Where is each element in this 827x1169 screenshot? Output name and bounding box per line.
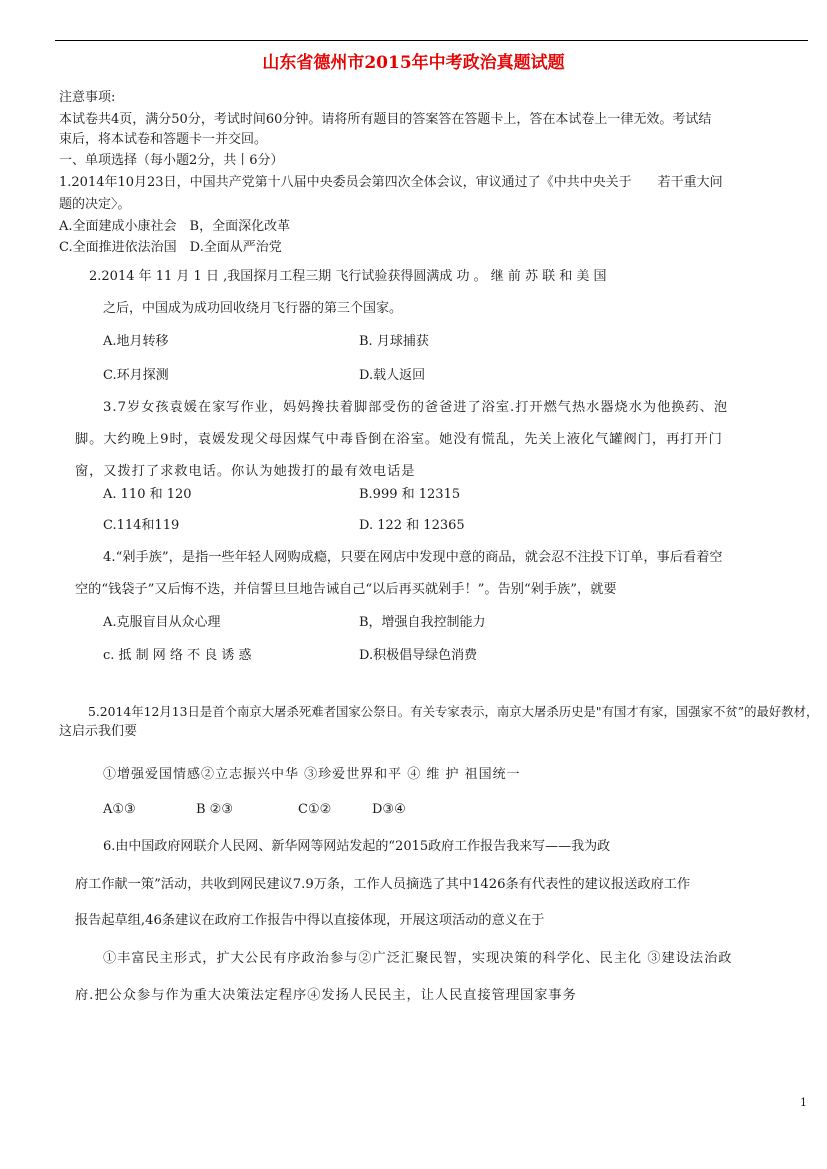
q4-option-b: B，增强自我控制能力 — [359, 615, 486, 630]
document-title: 山东省德州市2015年中考政治真题试题 — [262, 53, 565, 73]
q6-stem-line-2: 府工作献一策”活动，共收到网民建议7.9万条，工作人员摘选了其中1426条有代表性的建议报送政府工作 — [75, 877, 691, 892]
q3-stem-line-1: 3.7岁女孩袁媛在家写作业，妈妈搀扶着脚部受伤的爸爸进了浴室.打开燃气热水器烧水为他换药、泡 — [103, 400, 729, 415]
q2-option-c: C.环月探测 — [103, 368, 169, 383]
q1-stem-line-1: 1.2014年10月23日，中国共产党第十八届中央委员会第四次全体会议，审议通过了《中共中央关于 若干重大问 — [59, 175, 723, 190]
q2-option-a: A.地月转移 — [103, 334, 169, 349]
header-rule — [55, 40, 808, 41]
q2-option-b: B. 月球捕获 — [359, 334, 429, 349]
q4-stem-line-2: 空的“钱袋子”又后悔不迭，并信誓旦旦地告诫自己“以后再买就剁手！”。告别“剁手族”，就要 — [75, 582, 617, 597]
q3-option-a: A. 110 和 120 — [103, 487, 192, 502]
q4-option-c: c. 抵 制 网 络 不 良 诱 惑 — [103, 648, 252, 663]
q6-statements-line-2: 府.把公众参与作为重大决策法定程序④发扬人民民主，让人民直接管理国家事务 — [75, 988, 577, 1003]
q3-option-d: D. 122 和 12365 — [359, 518, 465, 533]
q1-stem-line-2: 题的决定〉。 — [59, 197, 131, 212]
q4-option-a: A.克服盲目从众心理 — [103, 615, 221, 630]
q4-stem-line-1: 4.“剁手族”，是指一些年轻人网购成瘾，只要在网店中发现中意的商品，就会忍不注投下订单，事后看着空 — [103, 550, 723, 565]
q6-stem-line-3: 报告起草组,46条建议在政府工作报告中得以直接体现，开展这项活动的意义在于 — [75, 913, 545, 928]
q5-stem-line-1: 5.2014年12月13日是首个南京大屠杀死难者国家公祭日。有关专家表示，南京大屠杀历史是"有国才有家，国强家不贫”的最好教材， — [88, 705, 819, 719]
q5-option-c: C①② — [298, 802, 332, 817]
notice-heading: 注意事项: — [59, 90, 116, 105]
q3-stem-line-2: 脚。大约晚上9时，袁媛发现父母因煤气中毒昏倒在浴室。她没有慌乱，先关上液化气罐阀门，再打开门 — [75, 432, 723, 447]
q5-statements: ①增强爱国情感②立志振兴中华 ③珍爱世界和平 ④ 维 护 祖国统一 — [103, 767, 521, 782]
q5-stem-line-2: 这启示我们要 — [59, 724, 138, 739]
q3-stem-line-3: 窗，又拨打了求救电话。你认为她拨打的最有效电话是 — [75, 464, 416, 479]
q6-statements-line-1: ①丰富民主形式，扩大公民有序政治参与②广泛汇聚民智，实现决策的科学化、民主化 ③建设法治政 — [103, 951, 733, 966]
section-heading: 一、单项选择（每小题2分，共丨6分） — [59, 153, 284, 168]
notice-line-1: 本试卷共4页，满分50分，考试时间60分钟。请将所有题目的答案答在答题卡上，答在本试卷上一律无效。考试结 — [59, 112, 712, 127]
q3-option-b: B.999 和 12315 — [359, 487, 461, 502]
q4-option-d: D.积极倡导绿色消费 — [359, 648, 478, 663]
q3-option-c: C.114和119 — [103, 518, 180, 533]
q6-stem-line-1: 6.由中国政府网联介人民网、新华网等网站发起的“2015政府工作报告我来写——我为政 — [103, 839, 611, 854]
notice-line-2: 束后，将本试卷和答题卡一并交回。 — [59, 132, 268, 147]
q1-options-line-1: A.全面建成小康社会 B，全面深化改革 — [59, 219, 291, 234]
q2-stem-line-1: 2.2014 年 11 月 1 日 ,我国探月工程三期 飞行试验获得圆满成 功 。 继 前 苏 联 和 美 国 — [89, 269, 607, 284]
q5-option-d: D③④ — [372, 802, 406, 817]
q2-option-d: D.载人返回 — [359, 368, 426, 383]
page-number: 1 — [800, 1096, 807, 1109]
q5-option-b: B ②③ — [196, 802, 233, 817]
q5-option-a: A①③ — [103, 802, 136, 817]
q2-stem-line-2: 之后，中国成为成功回收绕月飞行器的第三个国家。 — [103, 301, 403, 316]
q1-options-line-2: C.全面推进依法治国 D.全面从严治党 — [59, 240, 282, 255]
